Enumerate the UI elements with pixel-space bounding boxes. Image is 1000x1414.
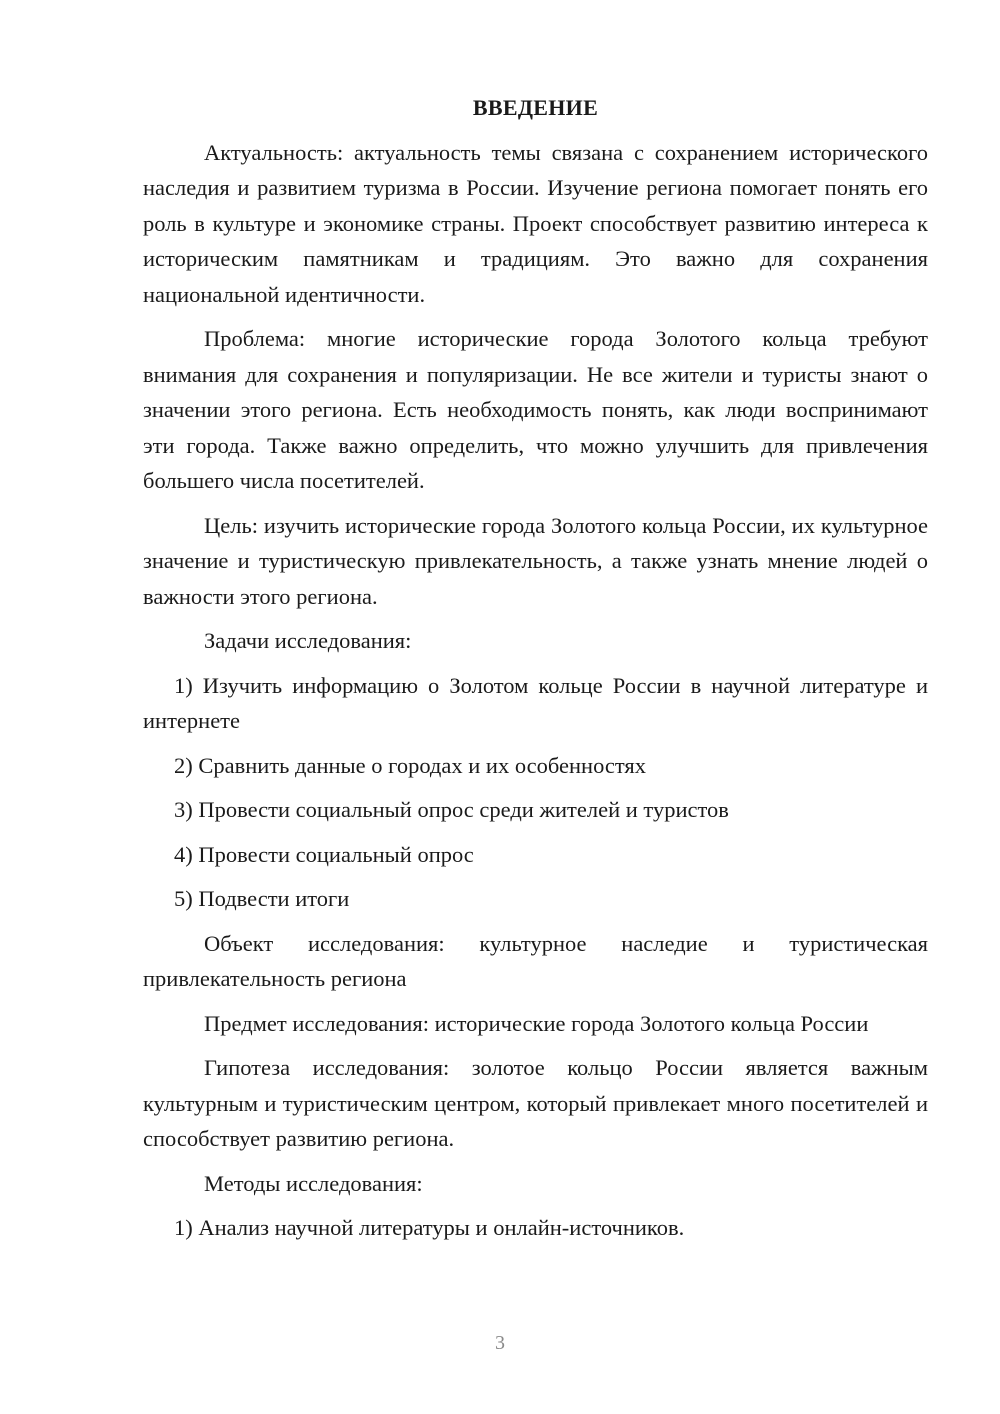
hypothesis-paragraph: Гипотеза исследования: золотое кольцо России является важным культурным и туристическим центром, который привлекает много посетителей и способствует развитию региона.	[143, 1055, 928, 1151]
object-paragraph: Объект исследования: культурное наследие и туристическая привлекательность региона	[143, 930, 928, 991]
tasks-heading: Задачи исследования:	[204, 628, 412, 653]
document-title: ВВЕДЕНИЕ	[472, 95, 599, 120]
page-number: 3	[495, 1332, 505, 1354]
method-item-1: 1) Анализ научной литературы и онлайн-источников.	[174, 1215, 685, 1240]
goal-paragraph: Цель: изучить исторические города Золотого кольца России, их культурное значение и туристическую привлекательность, а также узнать мнение людей о важности этого региона.	[143, 512, 928, 609]
task-item-4: 4) Провести социальный опрос	[174, 841, 474, 867]
document-page	[143, 90, 928, 1255]
problem-paragraph: Проблема: многие исторические города Золотого кольца требуют внимания для сохранения и популяризации. Не все жители и туристы знают о значении этого региона. Есть необходимость понять, как люди воспринимают эти города. Также важно определить, что можно улучшить для привлечения большего числа посетителей.	[143, 326, 928, 493]
relevance-paragraph: Актуальность: актуальность темы связана с сохранением исторического наследия и развитием туризма в России. Изучение региона помогает понять его роль в культуре и экономике страны. Проект способствует развитию интереса к историческим памятникам и традициям. Это важно для сохранения национальной идентичности.	[143, 139, 928, 307]
task-item-5: 5) Подвести итоги	[174, 886, 350, 911]
methods-heading: Методы исследования:	[204, 1170, 423, 1196]
task-item-3: 3) Провести социальный опрос среди жителей и туристов	[174, 797, 729, 822]
task-item-1: 1) Изучить информацию о Золотом кольце России в научной литературе и интернете	[143, 672, 928, 733]
subject-paragraph: Предмет исследования: исторические города Золотого кольца России	[204, 1010, 869, 1036]
task-item-2: 2) Сравнить данные о городах и их особенностях	[174, 752, 647, 778]
